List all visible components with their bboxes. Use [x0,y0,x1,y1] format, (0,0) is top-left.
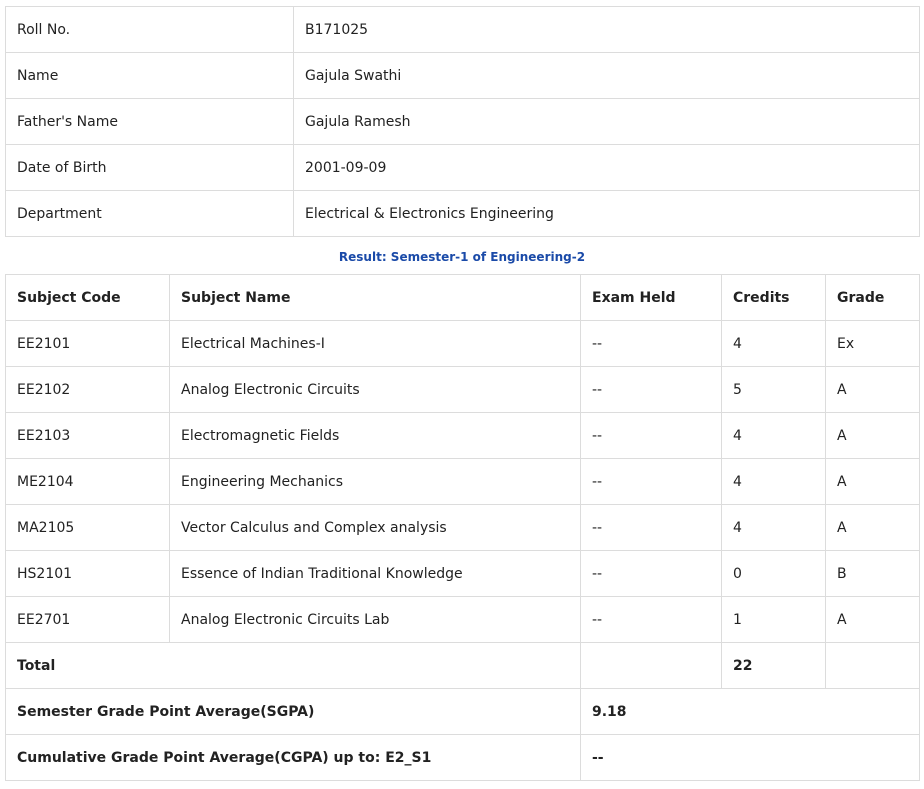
info-row-date-of-birth [6,145,920,191]
header-subject-name: Subject Name [170,275,581,321]
info-value: Electrical & Electronics Engineering [294,191,920,237]
grade: B [826,551,920,597]
info-value: Gajula Ramesh [294,99,920,145]
exam-held: -- [581,597,722,643]
subject-name: Engineering Mechanics [170,459,581,505]
subject-name: Essence of Indian Traditional Knowledge [170,551,581,597]
cgpa-label: Cumulative Grade Point Average(CGPA) up to: E2_S1 [6,735,581,781]
sgpa-value: 9.18 [581,689,920,735]
info-label: Name [6,53,294,99]
subject-code: EE2701 [6,597,170,643]
info-label: Father's Name [6,99,294,145]
sgpa-row [6,689,920,735]
subject-code: EE2103 [6,413,170,459]
exam-held: -- [581,459,722,505]
info-row-department [6,191,920,237]
subject-name: Analog Electronic Circuits Lab [170,597,581,643]
subject-code: HS2101 [6,551,170,597]
subject-code: MA2105 [6,505,170,551]
info-row-roll-no [6,7,920,53]
total-row [6,643,920,689]
header-credits: Credits [722,275,826,321]
table-row [6,321,920,367]
subject-code: EE2102 [6,367,170,413]
grade: A [826,459,920,505]
exam-held: -- [581,367,722,413]
cgpa-value: -- [581,735,920,781]
info-value: 2001-09-09 [294,145,920,191]
exam-held: -- [581,321,722,367]
credits: 5 [722,367,826,413]
info-row-name [6,53,920,99]
table-row [6,551,920,597]
subject-code: EE2101 [6,321,170,367]
grade: A [826,597,920,643]
info-label: Department [6,191,294,237]
subject-name: Analog Electronic Circuits [170,367,581,413]
result-header-row [6,275,920,321]
info-row-father-name [6,99,920,145]
credits: 4 [722,505,826,551]
table-row [6,597,920,643]
sgpa-label: Semester Grade Point Average(SGPA) [6,689,581,735]
grade: Ex [826,321,920,367]
subject-name: Electrical Machines-I [170,321,581,367]
table-row [6,367,920,413]
header-exam-held: Exam Held [581,275,722,321]
subject-name: Vector Calculus and Complex analysis [170,505,581,551]
total-grade-empty [826,643,920,689]
result-caption: Result: Semester-1 of Engineering-2 [338,250,586,264]
table-row [6,413,920,459]
grade: A [826,505,920,551]
info-label: Roll No. [6,7,294,53]
info-label: Date of Birth [6,145,294,191]
table-row [6,459,920,505]
exam-held: -- [581,551,722,597]
credits: 4 [722,413,826,459]
grade: A [826,367,920,413]
header-grade: Grade [826,275,920,321]
table-row [6,505,920,551]
info-value: B171025 [294,7,920,53]
exam-held: -- [581,505,722,551]
header-subject-code: Subject Code [6,275,170,321]
total-credits: 22 [722,643,826,689]
credits: 4 [722,321,826,367]
cgpa-row [6,735,920,781]
exam-held: -- [581,413,722,459]
total-label: Total [6,643,581,689]
subject-name: Electromagnetic Fields [170,413,581,459]
result-table [5,274,920,781]
credits: 4 [722,459,826,505]
credits: 0 [722,551,826,597]
total-exam-empty [581,643,722,689]
info-value: Gajula Swathi [294,53,920,99]
student-info-table [5,6,920,237]
subject-code: ME2104 [6,459,170,505]
grade: A [826,413,920,459]
credits: 1 [722,597,826,643]
